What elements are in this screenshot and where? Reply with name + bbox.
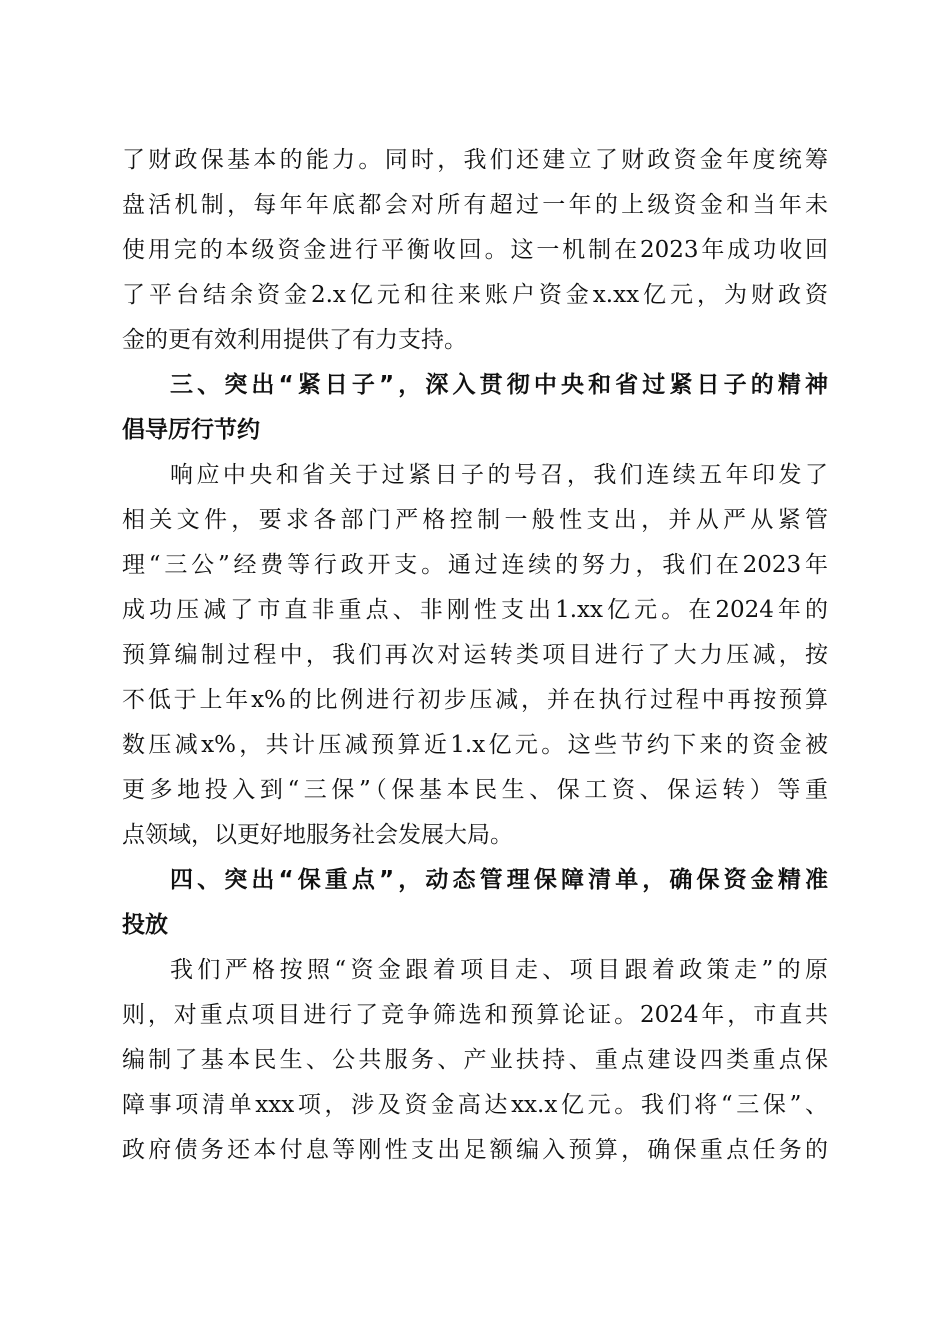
text-line: 响应中央和省关于过紧日子的号召，我们连续五年印发了: [170, 462, 828, 488]
text-line: 更多地投入到“三保”（保基本民生、保工资、保运转）等重: [122, 777, 828, 803]
text-line: 数压减x%，共计压减预算近1.x亿元。这些节约下来的资金被: [122, 732, 828, 758]
text-line: 盘活机制，每年年底都会对所有超过一年的上级资金和当年未: [122, 192, 828, 218]
section-heading-4: 四、突出“保重点”，动态管理保障清单，确保资金精准: [170, 867, 828, 893]
text-line: 我们严格按照“资金跟着项目走、项目跟着政策走”的原: [170, 957, 828, 983]
text-line: 政府债务还本付息等刚性支出足额编入预算，确保重点任务的: [122, 1137, 828, 1163]
section-heading-3-cont: 倡导厉行节约: [122, 417, 260, 443]
text-line: 点领域，以更好地服务社会发展大局。: [122, 822, 513, 848]
section-heading-3: 三、突出“紧日子”，深入贯彻中央和省过紧日子的精神: [170, 372, 828, 398]
text-line: 了平台结余资金2.x亿元和往来账户资金x.xx亿元，为财政资: [122, 282, 828, 308]
text-line: 预算编制过程中，我们再次对运转类项目进行了大力压减，按: [122, 642, 828, 668]
text-line: 障事项清单xxx项，涉及资金高达xx.x亿元。我们将“三保”、: [122, 1092, 828, 1118]
text-line: 成功压减了市直非重点、非刚性支出1.xx亿元。在2024年的: [122, 597, 828, 623]
text-line: 了财政保基本的能力。同时，我们还建立了财政资金年度统筹: [122, 147, 828, 173]
text-line: 理“三公”经费等行政开支。通过连续的努力，我们在2023年: [122, 552, 828, 578]
section-heading-4-cont: 投放: [122, 912, 168, 938]
text-line: 使用完的本级资金进行平衡收回。这一机制在2023年成功收回: [122, 237, 828, 263]
text-line: 金的更有效利用提供了有力支持。: [122, 327, 467, 353]
text-line: 则，对重点项目进行了竞争筛选和预算论证。2024年，市直共: [122, 1002, 828, 1028]
text-line: 不低于上年x%的比例进行初步压减，并在执行过程中再按预算: [122, 687, 828, 713]
text-line: 相关文件，要求各部门严格控制一般性支出，并从严从紧管: [122, 507, 828, 533]
text-line: 编制了基本民生、公共服务、产业扶持、重点建设四类重点保: [122, 1047, 828, 1073]
